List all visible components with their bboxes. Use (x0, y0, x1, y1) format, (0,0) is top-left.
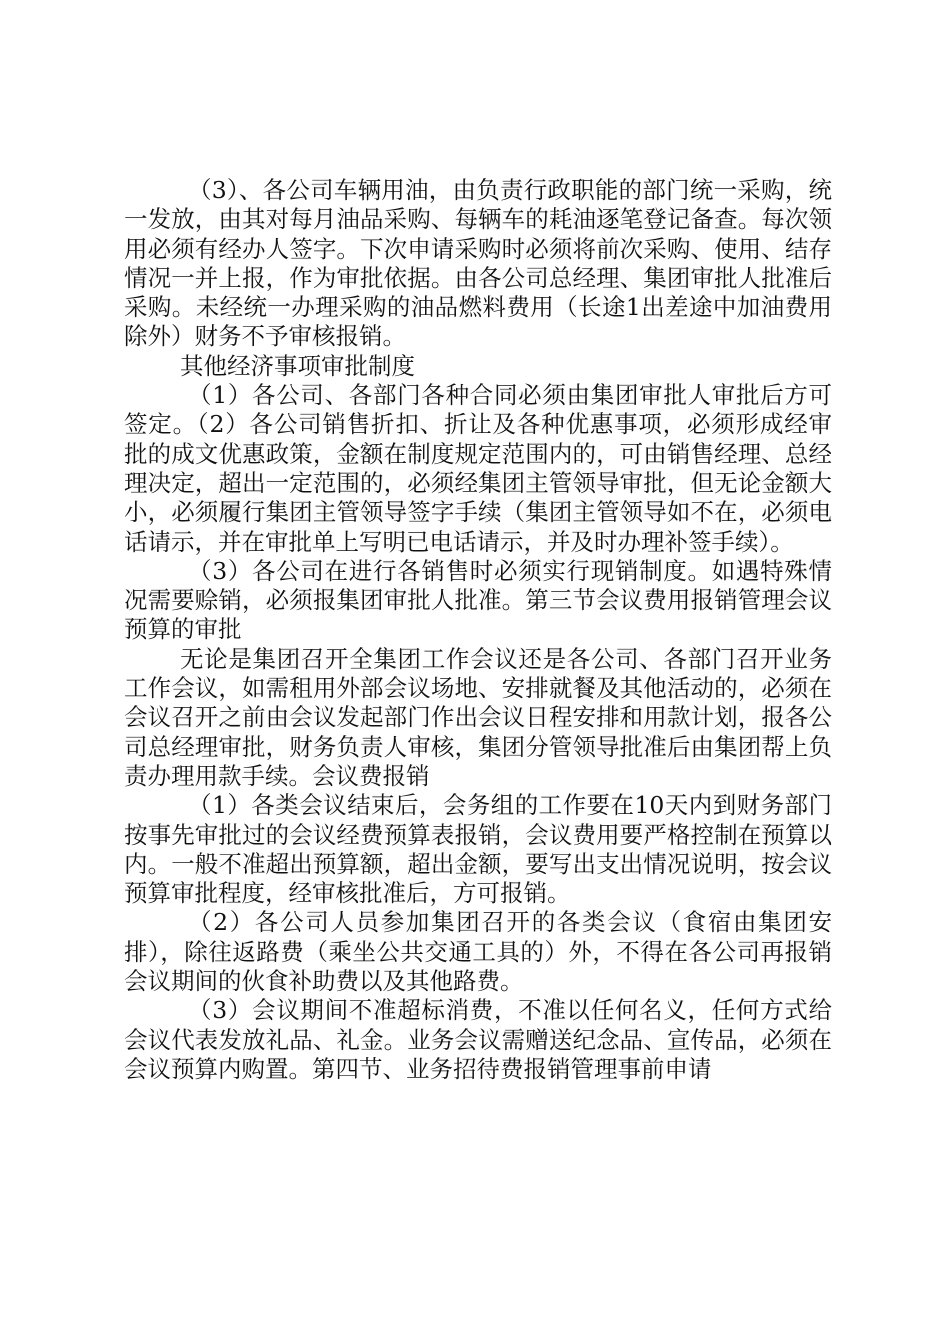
paragraph-meeting-gifts: （3）会议期间不准超标消费，不准以任何名义，任何方式给会议代表发放礼品、礼金。业务会议需赠送纪念品、宣传品，必须在会议预算内购置。第四节、业务招待费报销管理事前申请 (124, 996, 832, 1083)
paragraph-meeting-travel: （2）各公司人员参加集团召开的各类会议（食宿由集团安排），除往返路费（乘坐公共交通工具的）外，不得在各公司再报销会议期间的伙食补助费以及其他路费。 (124, 908, 832, 996)
paragraph-vehicle-fuel: （3）、各公司车辆用油，由负责行政职能的部门统一采购，统一发放，由其对每月油品采购、每辆车的耗油逐笔登记备查。每次领用必须有经办人签字。下次申请采购时必须将前次采购、使用、结存情况一并上报，作为审批依据。由各公司总经理、集团审批人批准后采购。未经统一办理采购的油品燃料费用（长途1出差途中加油费用除外）财务不予审核报销。 (124, 176, 832, 351)
document-body (124, 176, 832, 1084)
paragraph-meeting-budget: 无论是集团召开全集团工作会议还是各公司、各部门召开业务工作会议，如需租用外部会议场地、安排就餐及其他活动的，必须在会议召开之前由会议发起部门作出会议日程安排和用款计划，报各公司总经理审批，财务负责人审核，集团分管领导批准后由集团帮上负责办理用款手续。会议费报销 (124, 644, 832, 790)
paragraph-contracts-discounts: （1）各公司、各部门各种合同必须由集团审批人审批后方可签定。（2）各公司销售折扣、折让及各种优惠事项，必须形成经审批的成文优惠政策，金额在制度规定范围内的，可由销售经理、总经理决定，超出一定范围的，必须经集团主管领导审批，但无论金额大小，必须履行集团主管领导签字手续（集团主管领导如不在，必须电话请示，并在审批单上写明已电话请示，并及时办理补签手续）。 (124, 381, 832, 556)
paragraph-cash-sales: （3）各公司在进行各销售时必须实行现销制度。如遇特殊情况需要赊销，必须报集团审批人批准。第三节会议费用报销管理会议预算的审批 (124, 556, 832, 644)
heading-other-approval-system: 其他经济事项审批制度 (180, 351, 415, 380)
paragraph-meeting-reimbursement: （1）各类会议结束后，会务组的工作要在10天内到财务部门按事先审批过的会议经费预算表报销，会议费用要严格控制在预算以内。一般不准超出预算额，超出金额，要写出支出情况说明，按会议预算审批程度，经审核批准后，方可报销。 (124, 791, 832, 908)
